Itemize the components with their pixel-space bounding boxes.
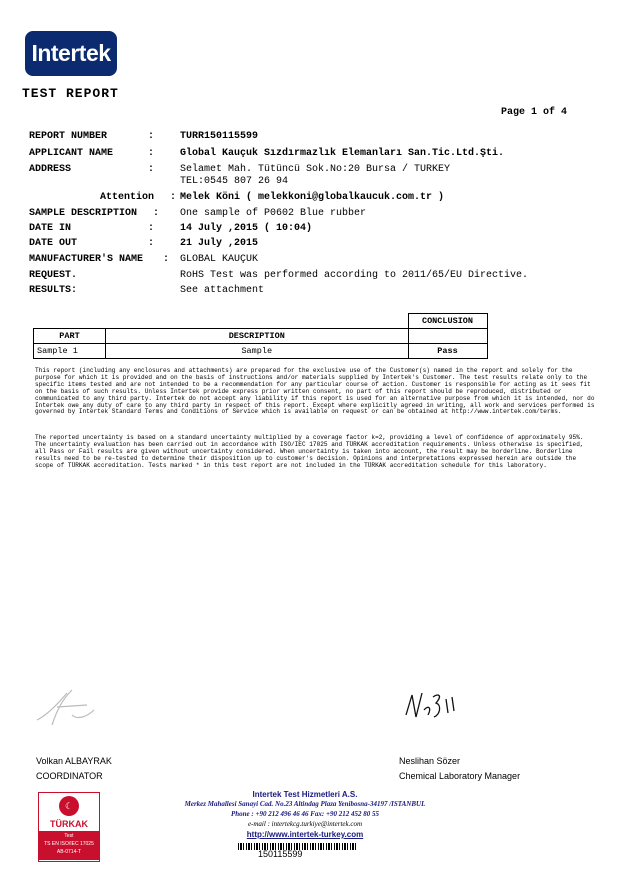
intertek-logo: Intertek bbox=[25, 31, 117, 76]
manufacturer-label: MANUFACTURER'S NAME bbox=[29, 254, 144, 265]
footer-address: Merkez Mahallesi Sanayi Cad. No.23 Altindag Plaza Yenibosna-34197 /ISTANBUL bbox=[184, 800, 426, 808]
colon: : bbox=[148, 131, 155, 142]
part-cell: Sample 1 bbox=[34, 344, 106, 359]
attention-label: Attention bbox=[100, 192, 155, 203]
turkak-text: TÜRKAK bbox=[50, 819, 88, 829]
report-number: TURR150115599 bbox=[180, 131, 259, 142]
results-value: See attachment bbox=[180, 285, 265, 296]
right-signature-image bbox=[398, 685, 468, 730]
colon: : bbox=[148, 148, 155, 159]
results-label: RESULTS: bbox=[29, 285, 78, 296]
date-in: 14 July ,2015 ( 10:04) bbox=[180, 223, 313, 234]
date-in-label: DATE IN bbox=[29, 223, 72, 234]
turkak-sub: Test bbox=[64, 833, 74, 839]
colon: : bbox=[148, 164, 155, 175]
address-line2: TEL:0545 807 26 94 bbox=[180, 176, 289, 187]
left-signatory-name: Volkan ALBAYRAK bbox=[36, 756, 112, 766]
barcode-number: 150115599 bbox=[258, 849, 303, 859]
report-number-label: REPORT NUMBER bbox=[29, 131, 108, 142]
applicant-label: APPLICANT NAME bbox=[29, 148, 114, 159]
colon: : bbox=[148, 223, 155, 234]
attention-value: Melek Köni ( melekkoni@globalkaucuk.com.tr ) bbox=[180, 192, 445, 203]
colon: : bbox=[153, 208, 160, 219]
turkak-code: AB-0714-T bbox=[56, 849, 82, 855]
disclaimer bbox=[35, 368, 595, 416]
date-out-label: DATE OUT bbox=[29, 238, 78, 249]
manufacturer-name: GLOBAL KAUÇUK bbox=[180, 254, 259, 265]
request-value: RoHS Test was performed according to 2011/65/EU Directive. bbox=[180, 270, 529, 281]
colon: : bbox=[170, 192, 177, 203]
right-signatory-title: Chemical Laboratory Manager bbox=[399, 771, 521, 781]
results-table bbox=[33, 313, 488, 359]
left-signature-image bbox=[32, 685, 102, 730]
applicant-name: Global Kauçuk Sızdırmazlık Elemanları San.Tic.Ltd.Şti. bbox=[180, 148, 505, 159]
request-label: REQUEST. bbox=[29, 270, 78, 281]
uncertainty-note bbox=[35, 435, 595, 470]
crescent-icon: ☾ bbox=[59, 796, 79, 816]
disclaimer-paragraph-1: This report (including any enclosures and attachments) are prepared for the exclusive use of the Customer(s) named in the report and solely for the purpose for which it is provided and on the basis of instructions and/or materials supplied by Intertek's Customer. The test results relate only to the specific items tested and are not intended to be a recommendation for any particular course of action. Customer is responsible for acting as it sees fit on the basis of such results. Unless Intertek provide express prior written consent, no part of this report should be reproduced, distributed or communicated to any third party. Intertek do not accept any liability if this report is used for an alternative purpose from which it is intended, nor do Intertek owe any duty of care to any third party in respect of this report. Except where explicitly agreed in writing, all work and services performed is governed by Intertek Standard Terms and Conditions of Service which is available on request or can be obtained at http://www.intertek.com/terms. bbox=[35, 367, 595, 416]
turkak-std: TS EN ISO/IEC 17025 bbox=[44, 841, 94, 847]
address-label: ADDRESS bbox=[29, 164, 72, 175]
description-cell: Sample bbox=[106, 344, 409, 359]
footer-website[interactable]: http://www.intertek-turkey.com bbox=[246, 830, 364, 839]
part-header: PART bbox=[34, 329, 106, 344]
report-title: TEST REPORT bbox=[22, 86, 119, 101]
turkak-logo bbox=[38, 792, 100, 862]
colon: : bbox=[148, 238, 155, 249]
left-signatory-title: COORDINATOR bbox=[36, 771, 103, 781]
right-signatory-name: Neslihan Sözer bbox=[399, 756, 461, 766]
conclusion-header: CONCLUSION bbox=[408, 314, 487, 329]
page-info: Page 1 of 4 bbox=[501, 107, 568, 118]
address-line1: Selamet Mah. Tütüncü Sok.No:20 Bursa / TURKEY bbox=[180, 164, 451, 175]
sample-desc-label: SAMPLE DESCRIPTION bbox=[29, 208, 138, 219]
footer-company: Intertek Test Hizmetleri A.S. bbox=[252, 790, 358, 799]
date-out: 21 July ,2015 bbox=[180, 238, 259, 249]
conclusion-cell: Pass bbox=[408, 344, 487, 359]
footer-email: e-mail : intertekcg.turkiye@intertek.com bbox=[247, 820, 363, 828]
description-header: DESCRIPTION bbox=[106, 329, 409, 344]
disclaimer-paragraph-2: The reported uncertainty is based on a standard uncertainty multiplied by a coverage factor k=2, providing a level of confidence of approximately 95%. The uncertainty evaluation has been carried out in accordance with ISO/IEC 17025 and TÜRKAK accreditation requirements. Unless otherwise is specified, all Pass or Fail results are given without uncertainty considered. When uncertainty is taken into account, the result may be borderline. Borderline results need to be re-tested to determine their disposition up to customer's decision. Opinions and interpretations expressed herein are outside the scope of TÜRKAK accreditation. Tests marked * in this test report are not included in the TÜRKAK accreditation schedule for this laboratory. bbox=[35, 434, 584, 469]
table-row bbox=[34, 344, 488, 359]
sample-desc: One sample of P0602 Blue rubber bbox=[180, 208, 367, 219]
colon: : bbox=[163, 254, 170, 265]
footer-phone: Phone : +90 212 496 46 46 Fax: +90 212 452 80 55 bbox=[231, 810, 379, 818]
